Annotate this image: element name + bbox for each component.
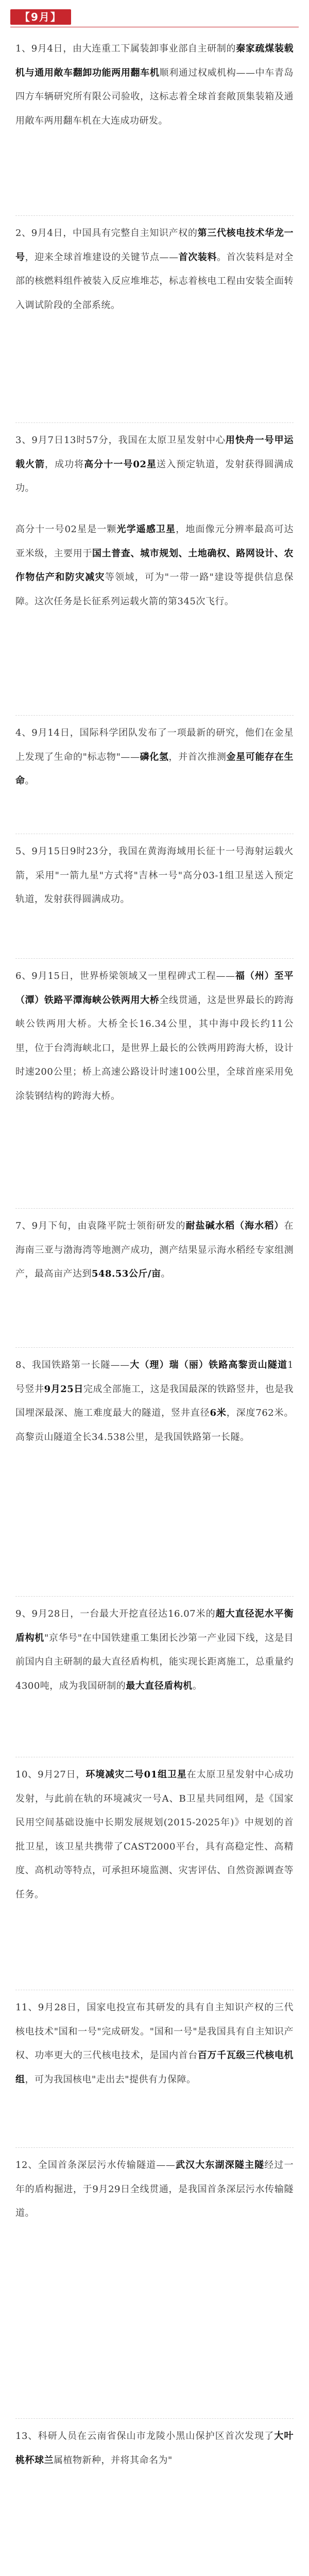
item-number: 12 xyxy=(15,2160,28,2171)
item-divider xyxy=(15,715,294,716)
news-item: 2、9月4日，中国具有完整自主知识产权的第三代核电技术华龙一号，迎来全球首堆建设的关键节点——首次装料。首次装料是对全部的核燃料组件被装入反应堆堆芯，标志着核电工程由安装全面转入调试阶段的全部系统。 xyxy=(15,228,294,311)
item-divider xyxy=(15,1596,294,1597)
item-divider xyxy=(15,958,294,959)
item-number: 7 xyxy=(15,1221,22,1231)
item-text: 9月28日，国家电投宣布其研发的具有自主知识产权的三代核电技术"国和一号"完成研发。"国和一号"是我国具有自主知识产权、功率更大的三代核电技术，是国内首台 xyxy=(15,2002,294,2061)
item-text: 送入预定轨道，发射获得圆满成功。 xyxy=(15,459,294,494)
item-text: 在海南三亚与渤海湾等地测产成功，测产结果显示海水稻经专家组测产，最高亩产达到 xyxy=(15,1221,294,1279)
item-divider xyxy=(15,1347,294,1348)
item-text: 等领域，可为"一带一路"建设等提供信息保障。这次任务是长征系列运载火箭的第345次飞行。 xyxy=(15,572,294,607)
item-text: 。 xyxy=(25,775,35,786)
item-text: 顺利通过权威机构——中车青岛四方车辆研究所有限公司验收，这标志着全球首套敞顶集装箱及通用敞车两用翻车机在大连成功研发。 xyxy=(15,67,294,126)
item-text: 全国首条深层污水传输隧道—— xyxy=(38,2160,176,2171)
month-heading: 【9月】 xyxy=(10,9,71,25)
item-text: 9月下旬，由袁隆平院士领衔研发的 xyxy=(31,1221,186,1231)
item-highlight: 秦家疏煤装载机与通用敞车翻卸功能两用翻车机 xyxy=(15,43,294,78)
news-item: 1、9月4日，由大连重工下属装卸事业部自主研制的秦家疏煤装载机与通用敞车翻卸功能两用翻车机顺利通过权威机构——中车青岛四方车辆研究所有限公司验收，这标志着全球首套敞顶集装箱及通用敞车两用翻车机在大连成功研发。 xyxy=(15,43,294,126)
item-divider xyxy=(15,215,294,216)
item-highlight: 用快舟一号甲运载火箭 xyxy=(15,435,294,470)
item-highlight: 第三代核电技术华龙一号 xyxy=(15,228,294,263)
item-text: 9月15日9时23分，我国在黄海海域用长征十一号海射运载火箭，采用"一箭九星"方式将"吉林一号"高分03-1组卫星送入预定轨道，发射获得圆满成功。 xyxy=(15,846,294,905)
item-highlight: 百万千瓦级三代核电机组 xyxy=(15,2050,294,2085)
item-number: 10 xyxy=(15,1769,28,1780)
item-text: 。 xyxy=(161,1268,170,1279)
item-text: ，深度762米。高黎贡山隧道全长34.538公里，是我国铁路第一长隧。 xyxy=(15,1408,294,1443)
news-item: 9、9月28日，一台最大开挖直径达16.07米的超大直径泥水平衡盾构机"京华号"在中国铁建重工集团长沙第一产业园下线，这是目前国内自主研制的最大直径盾构机，能实现长距离施工，总重量约4300吨，成为我国研制的最大直径盾构机。 xyxy=(15,1608,294,1691)
news-item: 5、9月15日9时23分，我国在黄海海域用长征十一号海射运载火箭，采用"一箭九星"方式将"吉林一号"高分03-1组卫星送入预定轨道，发射获得圆满成功。 xyxy=(15,846,294,905)
item-number: 5 xyxy=(15,846,22,857)
item-highlight: 548.53公斤/亩 xyxy=(92,1268,161,1279)
item-text: ，并首次推测 xyxy=(168,751,227,762)
item-number: 3 xyxy=(15,435,22,446)
item-text: ，可为我国核电"走出去"提供有力保障。 xyxy=(25,2074,196,2085)
news-item: 6、9月15日，世界桥梁领域又一里程碑式工程——福（州）至平（潭）铁路平潭海峡公铁两用大桥全线贯通，这是世界最长的跨海峡公铁两用大桥。大桥全长16.34公里，其中海中段长约11公里，位于台湾海峡北口，是世界上最长的公铁两用跨海大桥，设计时速200公里；桥上高速公路设计时速100公里，全球首座采用免涂装钢结构的跨海大桥。 xyxy=(15,971,294,1101)
item-highlight: 环境减灾二号01组卫星 xyxy=(85,1769,187,1780)
item-highlight: 高分十一号02星 xyxy=(84,459,157,470)
item-highlight: 福（州）至平（潭）铁路平潭海峡公铁两用大桥 xyxy=(15,971,294,1006)
item-highlight: 超大直径泥水平衡盾构机 xyxy=(15,1608,294,1643)
item-highlight: 武汉大东湖深隧主隧 xyxy=(175,2160,265,2171)
item-number: 1 xyxy=(15,43,22,54)
news-item: 8、我国铁路第一长隧——大（理）瑞（丽）铁路高黎贡山隧道1号竖井9月25日完成全部施工，这是我国最深的铁路竖井，也是我国埋深最深、施工难度最大的隧道，竖井直径6米，深度762米。高黎贡山隧道全长34.538公里，是我国铁路第一长隧。 xyxy=(15,1360,294,1443)
item-text: 9月28日，一台最大开挖直径达16.07米的 xyxy=(31,1608,216,1619)
item-number: 13 xyxy=(15,2431,28,2442)
item-highlight: 大（理）瑞（丽）铁路高黎贡山隧道 xyxy=(129,1360,288,1370)
item-text: 科研人员在云南省保山市龙陵小黑山保护区首次发现了 xyxy=(38,2431,274,2442)
item-highlight: 大叶桃杯球兰 xyxy=(15,2431,294,2466)
item-text: 1号竖井 xyxy=(15,1360,294,1395)
item-highlight: 磷化氢 xyxy=(140,751,169,762)
item-text: ，迎来全球首堆建设的关键节点—— xyxy=(25,251,179,263)
item-text: 全线贯通，这是世界最长的跨海峡公铁两用大桥。大桥全长16.34公里，其中海中段长约11公里，位于台湾海峡北口，是世界上最长的公铁两用跨海大桥，设计时速200公里；桥上高速公路设计时速100公里，全球首座采用免涂装钢结构的跨海大桥。 xyxy=(15,994,294,1101)
news-item: 13、科研人员在云南省保山市龙陵小黑山保护区首次发现了大叶桃杯球兰属植物新种，并将其命名为" xyxy=(15,2431,294,2466)
news-item xyxy=(15,518,294,614)
item-text: "京华号"在中国铁建重工集团长沙第一产业园下线，这是目前国内自主研制的最大直径盾构机，能实现长距离施工，总重量约4300吨，成为我国研制的 xyxy=(15,1632,294,1691)
item-highlight: 首次装料 xyxy=(178,251,217,263)
item-divider xyxy=(15,2147,294,2148)
item-text: 9月7日13时57分，我国在太原卫星发射中心 xyxy=(31,435,226,446)
item-text: 9月27日， xyxy=(38,1769,86,1780)
item-text: 。首次装料是对全部的核燃料组件被装入反应堆堆芯，标志着核电工程由安装全面转入调试阶段的全部系统。 xyxy=(15,251,294,311)
item-text: 。 xyxy=(192,1680,202,1691)
item-text: ，地面像元分辨率最高可达亚米级，主要用于 xyxy=(15,524,294,559)
item-number: 9 xyxy=(15,1608,22,1619)
item-divider xyxy=(15,2418,294,2419)
news-item: 3、9月7日13时57分，我国在太原卫星发射中心用快舟一号甲运载火箭，成功将高分十一号02星送入预定轨道，发射获得圆满成功。 xyxy=(15,435,294,494)
item-text: 属植物新种，并将其命名为" xyxy=(54,2454,173,2466)
item-highlight: 9月25日 xyxy=(44,1383,83,1395)
item-text: 经过一年的盾构掘进，于9月29日全线贯通，是我国首条深层污水传输隧道。 xyxy=(15,2160,294,2218)
item-number: 6 xyxy=(15,971,22,981)
item-text: 9月15日，世界桥梁领域又一里程碑式工程—— xyxy=(31,971,235,981)
item-number: 8 xyxy=(15,1360,22,1370)
item-number: 4 xyxy=(15,727,22,738)
item-highlight: 光学遥感卫星 xyxy=(116,524,176,535)
item-text: 高分十一号02星是一颗 xyxy=(15,524,117,535)
item-highlight: 耐盐碱水稻（海水稻） xyxy=(185,1221,284,1231)
news-item: 4、9月14日，国际科学团队发布了一项最新的研究，他们在金星上发现了生命的"标志物"——磷化氢，并首次推测金星可能存在生命。 xyxy=(15,727,294,786)
news-item: 12、全国首条深层污水传输隧道——武汉大东湖深隧主隧经过一年的盾构掘进，于9月29日全线贯通，是我国首条深层污水传输隧道。 xyxy=(15,2160,294,2218)
item-text: 完成全部施工，这是我国最深的铁路竖井，也是我国埋深最深、施工难度最大的隧道，竖井直径 xyxy=(15,1383,294,1418)
item-text: 在太原卫星发射中心成功发射，与此前在轨的环境减灾一号A、B卫星共同组网，是《国家民用空间基础设施中长期发展规划(2015-2025年)》中规划的首批卫星，该卫星共携带了CAST2000平台，具有高稳定性、高精度、高机动等特点，可承担环境监测、灾害评估、自然资源调查等任务。 xyxy=(15,1769,294,1900)
item-number: 11 xyxy=(15,2002,28,2013)
news-item: 7、9月下旬，由袁隆平院士领衔研发的耐盐碱水稻（海水稻）在海南三亚与渤海湾等地测产成功，测产结果显示海水稻经专家组测产，最高亩产达到548.53公斤/亩。 xyxy=(15,1221,294,1279)
item-highlight: 金星可能存在生命 xyxy=(15,751,294,786)
item-highlight: 国土普查、城市规划、土地确权、路网设计、农作物估产和防灾减灾 xyxy=(15,548,294,583)
news-item: 10、9月27日，环境减灾二号01组卫星在太原卫星发射中心成功发射，与此前在轨的环境减灾一号A、B卫星共同组网，是《国家民用空间基础设施中长期发展规划(2015-2025年)》中规划的首批卫星，该卫星共携带了CAST2000平台，具有高稳定性、高精度、高机动等特点，可承担环境监测、灾害评估、自然资源调查等任务。 xyxy=(15,1769,294,1900)
item-text: 9月4日，由大连重工下属装卸事业部自主研制的 xyxy=(31,43,236,54)
item-text: 我国铁路第一长隧—— xyxy=(31,1360,130,1370)
item-divider xyxy=(15,422,294,423)
item-highlight: 最大直径盾构机 xyxy=(126,1680,193,1691)
item-highlight: 6米 xyxy=(210,1408,227,1418)
item-text: 9月4日，中国具有完整自主知识产权的 xyxy=(31,228,198,239)
item-number: 2 xyxy=(15,228,22,239)
item-text: 9月14日，国际科学团队发布了一项最新的研究，他们在金星上发现了生命的"标志物"—— xyxy=(15,727,294,762)
item-text: ，成功将 xyxy=(45,459,84,470)
item-divider xyxy=(15,1208,294,1209)
news-item: 11、9月28日，国家电投宣布其研发的具有自主知识产权的三代核电技术"国和一号"完成研发。"国和一号"是我国具有自主知识产权、功率更大的三代核电技术，是国内首台百万千瓦级三代核电机组，可为我国核电"走出去"提供有力保障。 xyxy=(15,2002,294,2085)
